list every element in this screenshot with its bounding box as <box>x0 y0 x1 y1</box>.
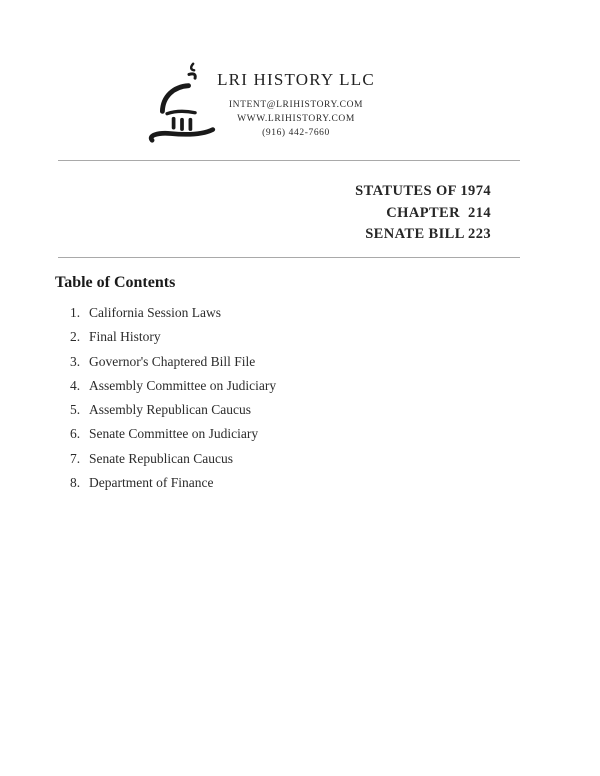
letterhead <box>198 70 394 140</box>
toc-item-label: Assembly Committee on Judiciary <box>89 377 277 393</box>
toc-item-label: Senate Committee on Judiciary <box>89 426 259 442</box>
toc-item-number: 3. <box>70 353 81 369</box>
toc-item-label: Assembly Republican Caucus <box>89 402 251 418</box>
toc-item-number: 6. <box>70 426 81 442</box>
toc-item-label: Governor's Chaptered Bill File <box>89 353 256 369</box>
toc-item-label: California Session Laws <box>89 305 221 320</box>
toc-item-label: Senate Republican Caucus <box>89 450 233 466</box>
toc-item <box>70 378 276 402</box>
contact-email: INTENT@LRIHISTORY.COM <box>228 100 364 110</box>
toc-item-number: 4. <box>70 377 81 393</box>
toc-list <box>70 305 276 499</box>
toc-item <box>70 329 276 353</box>
toc-item-number: 8. <box>70 475 81 491</box>
senate-bill-line: SENATE BILL 223 <box>365 226 491 242</box>
toc-title: Table of Contents <box>55 274 176 291</box>
divider-bottom <box>58 257 520 258</box>
contact-info <box>198 98 394 140</box>
toc-item-number: 2. <box>70 329 81 345</box>
toc-item-label: Final History <box>89 329 161 345</box>
divider-top <box>58 160 520 161</box>
toc-item <box>70 451 276 475</box>
toc-item <box>70 305 276 329</box>
statute-reference <box>355 181 491 246</box>
company-name: LRI HISTORY LLC <box>217 70 375 89</box>
toc-item <box>70 475 276 499</box>
toc-item-number: 7. <box>70 450 81 466</box>
toc-item <box>70 426 276 450</box>
toc-item-number: 5. <box>70 402 81 418</box>
toc-item <box>70 402 276 426</box>
contact-phone: (916) 442-7660 <box>262 128 330 138</box>
toc-item <box>70 354 276 378</box>
contact-website: WWW.LRIHISTORY.COM <box>237 114 355 124</box>
toc-item-label: Department of Finance <box>89 475 214 491</box>
toc-item-number: 1. <box>70 305 81 320</box>
statutes-line: STATUTES OF 1974 <box>355 183 491 199</box>
chapter-line: CHAPTER 214 <box>386 204 491 221</box>
